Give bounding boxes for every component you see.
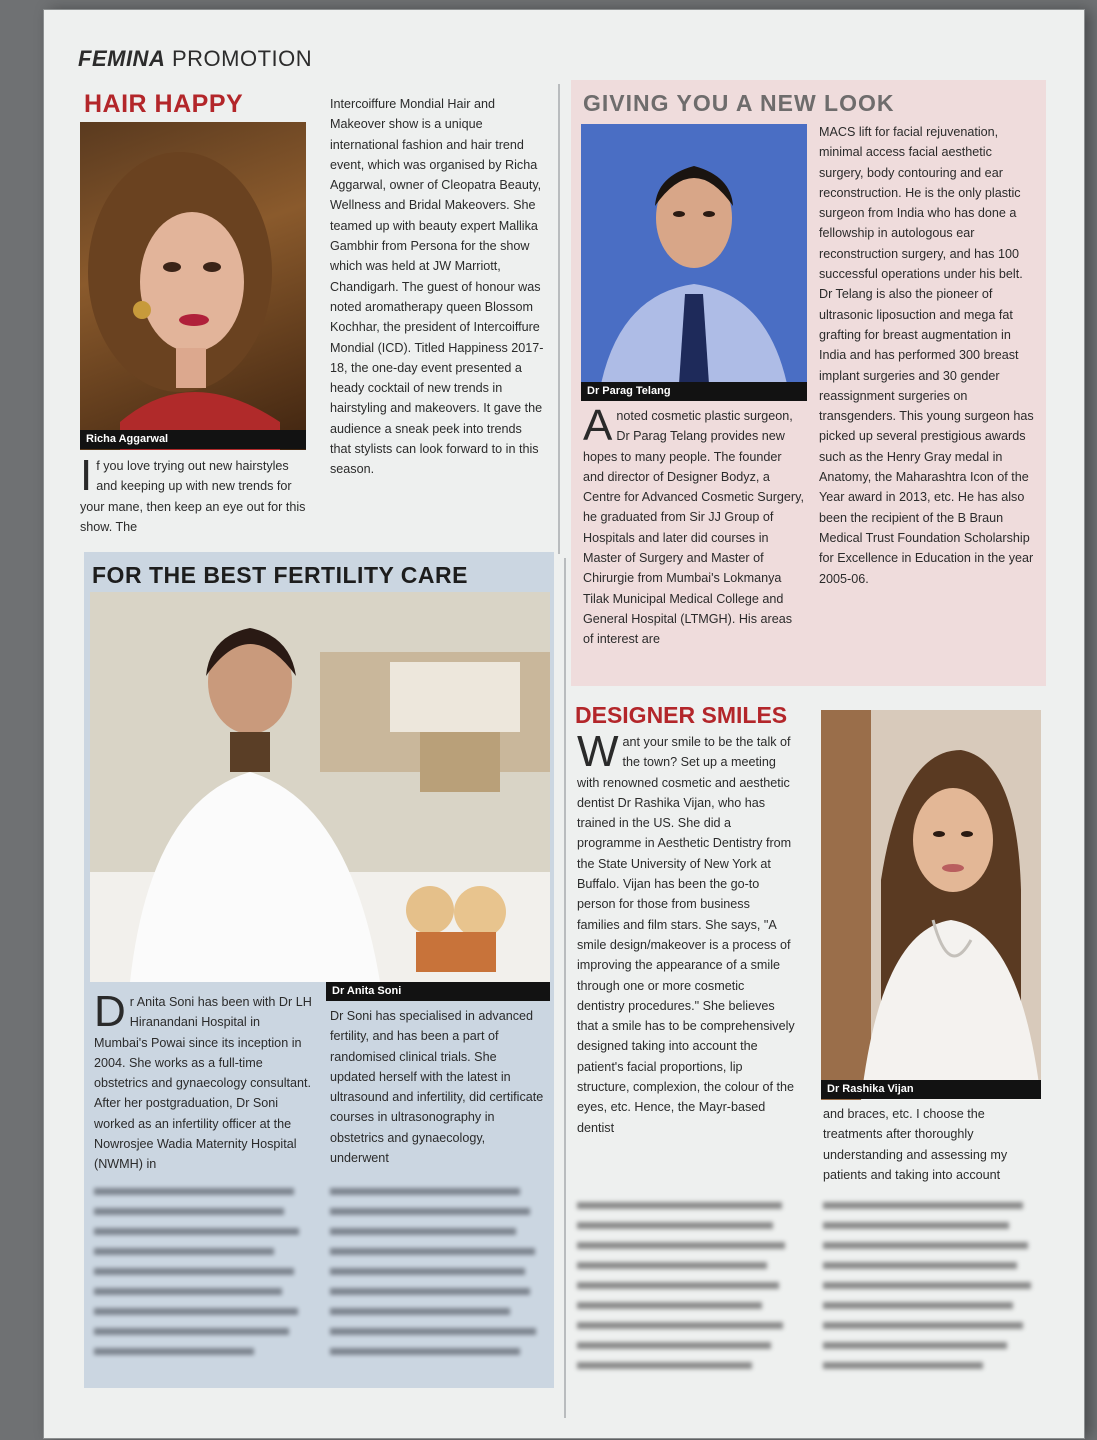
column-rule	[564, 558, 566, 1418]
intro-paragraph: f you love trying out new hairstyles and keeping up with new trends for your mane, then keep an eye out for this show. The	[80, 459, 306, 534]
section-title: DESIGNER SMILES	[575, 702, 788, 728]
blurred-lines	[94, 1182, 544, 1382]
header-brand: FEMINA	[78, 46, 166, 71]
text-column	[94, 987, 316, 1175]
body-paragraph: Intercoiffure Mondial Hair and Makeover show is a unique international fashion and hair trend event, which was organised by Richa Aggarwal, owner of Cleopatra Beauty, Wellness and Bridal Makeovers. She teamed up with beauty expert Mallika Gambhir from Persona for the show which was held at JW Marriott, Chandigarh. The guest of honour was noted aromatherapy queen Blossom Kochhar, the president of Intercoiffure Mondial (ICD). Titled Happiness 2017-18, the one-day event presented a heady cocktail of new trends in hairstyling and makeovers. It gave the audience a sneak peek into trends that stylists can look forward to in this season.	[330, 97, 544, 477]
portrait-photo	[581, 124, 807, 384]
blurred-text-region	[94, 1182, 544, 1382]
drop-cap: A	[583, 401, 613, 450]
blurred-lines	[577, 1196, 1037, 1382]
running-header	[78, 46, 312, 72]
photo-caption: Dr Anita Soni	[326, 982, 550, 1001]
blurred-text-region	[577, 1196, 1037, 1382]
body-paragraph: noted cosmetic plastic surgeon, Dr Parag Telang provides new hopes to many people. The founder and director of Designer Bodyz, a Centre for Advanced Cosmetic Surgery, he graduated from Sir JJ Group of Hospitals and later did courses in Master of Surgery and Master of Chirurgie from Mumbai's Lokmanya Tilak Municipal Medical College and General Hospital (LTMGH). His areas of interest are	[583, 409, 804, 647]
portrait-photo	[80, 122, 306, 450]
portrait-photo	[821, 710, 1041, 1100]
text-column	[80, 451, 310, 537]
portrait-illustration	[821, 710, 1041, 1100]
body-paragraph: r Anita Soni has been with Dr LH Hiranandani Hospital in Mumbai's Powai since its inception in 2004. She works as a full-time obstetrics and gynaecology consultant. After her postgraduation, Dr Soni worked as an infertility officer at the Nowrosjee Wadia Maternity Hospital (NWMH) in	[94, 995, 312, 1172]
photo-caption: Richa Aggarwal	[80, 430, 306, 449]
drop-cap: I	[80, 451, 93, 500]
body-paragraph: ant your smile to be the talk of the town? Set up a meeting with renowned cosmetic and aesthetic dentist Dr Rashika Vijan, who has trained in the US. She did a programme in Aesthetic Dentistry from the State University of New York at Buffalo. Vijan has been the go-to person for those from business families and film stars. She says, "A smile design/makeover is a process of improving the appearance of a smile through one or more cosmetic dentistry procedures." She believes that a smile has to be comprehensively designed taking into account the patient's facial proportions, lip structure, complexion, the colour of the eyes, etc. Hence, the Mayr-based dentist	[577, 735, 795, 1135]
magazine-page	[44, 10, 1084, 1438]
text-column	[823, 1104, 1037, 1185]
body-paragraph: MACS lift for facial rejuvenation, minimal access facial aesthetic surgery, body contouring and ear reconstruction. He is the only plastic surgeon from India who has done a fellowship in autologous ear reconstruction surgery, and has 100 successful operations under his belt. Dr Telang is also the pioneer of ultrasonic liposuction and mega fat grafting for breast augmentation in India and has performed 300 breast implant surgeries and 30 gender reassignment surgeries on transgenders. This young surgeon has picked up several prestigious awards such as the Henry Gray medal in Anatomy, the Maharashtra Icon of the Year award in 2013, etc. He has also been the recipient of the B Braun Medical Trust Foundation Scholarship for Excellence in Education in the year 2005-06.	[819, 125, 1034, 586]
drop-cap: W	[577, 727, 619, 776]
text-column	[577, 727, 795, 1138]
office-illustration	[90, 592, 550, 982]
body-paragraph: and braces, etc. I choose the treatments after thoroughly understanding and assessing my patients and taking into account	[823, 1107, 1008, 1182]
section-title: FOR THE BEST FERTILITY CARE	[92, 562, 468, 588]
photo-caption: Dr Rashika Vijan	[821, 1080, 1041, 1099]
section-new-look	[571, 80, 1046, 686]
text-column	[819, 122, 1037, 589]
text-column	[330, 94, 546, 480]
section-fertility	[84, 552, 554, 1388]
drop-cap: D	[94, 987, 126, 1036]
section-designer-smiles	[571, 698, 1046, 1388]
section-title: GIVING YOU A NEW LOOK	[583, 90, 895, 116]
portrait-illustration	[581, 124, 807, 384]
body-paragraph: Dr Soni has specialised in advanced fertility, and has been a part of randomised clinical trials. She updated herself with the latest in ultrasound and infertility, did certificate courses in ultrasonography in obstetrics and gynaecology, underwent	[330, 1009, 544, 1166]
photo-caption: Dr Parag Telang	[581, 382, 807, 401]
portrait-illustration	[80, 122, 306, 450]
header-label: PROMOTION	[171, 46, 313, 71]
portrait-photo	[90, 592, 550, 982]
text-column	[583, 401, 805, 650]
text-column	[330, 1006, 544, 1168]
section-title: HAIR HAPPY	[84, 90, 244, 118]
column-rule	[558, 84, 560, 554]
